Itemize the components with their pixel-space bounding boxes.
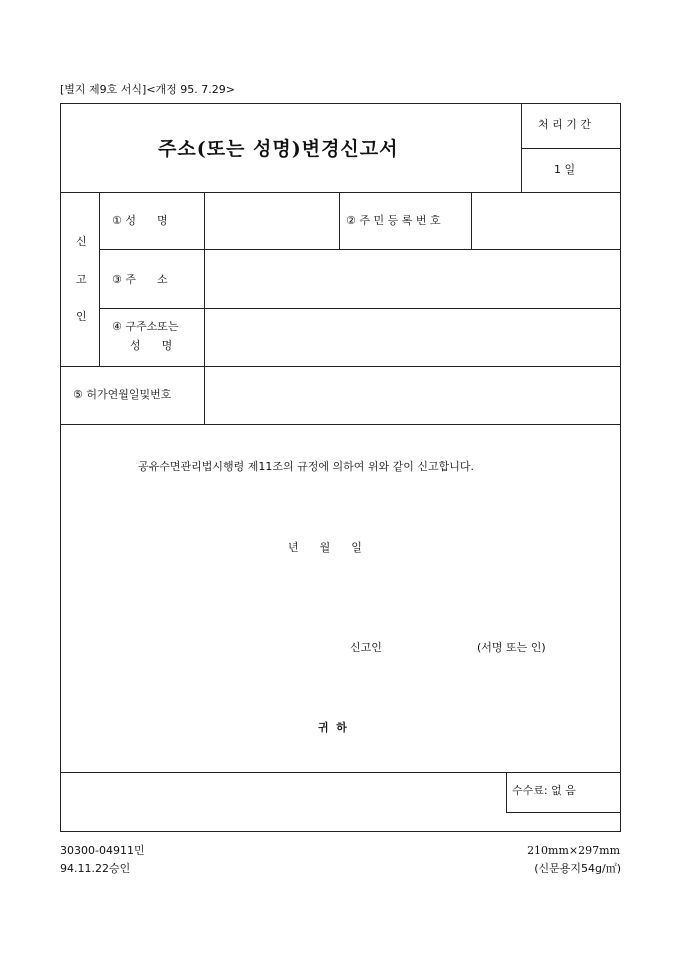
applicant-side-label-3: 인 (76, 310, 87, 323)
resident-number-label: ② 주 민 등 록 번 호 (346, 214, 441, 227)
footer-approval: 94.11.22승인 (60, 862, 131, 875)
name-label: ① 성 명 (112, 214, 168, 227)
form-number-header: [별지 제9호 서식]<개정 95. 7.29> (60, 83, 235, 96)
row-line-6 (61, 772, 620, 773)
footer-paper-type: (신문용지54g/㎡) (534, 862, 621, 875)
signature-label: 신고인 (350, 641, 382, 654)
name-field[interactable] (205, 193, 340, 248)
title-divider (521, 104, 522, 192)
processing-divider (521, 148, 621, 149)
fee-divider (506, 772, 507, 812)
date-line: 년 월 일 (288, 541, 362, 554)
old-address-label-line2: 성 명 (130, 339, 173, 352)
applicant-side-label-1: 신 (76, 235, 87, 248)
processing-period-value: 1 일 (554, 163, 576, 176)
footer-paper-size: 210mm×297mm (527, 844, 620, 857)
addressee-line: 귀 하 (318, 721, 347, 734)
footer-code: 30300-04911민 (60, 844, 145, 857)
processing-period-label: 처 리 기 간 (538, 118, 591, 131)
fee-bottom-line (506, 812, 620, 813)
row-line-5 (61, 424, 620, 425)
old-address-field[interactable] (205, 308, 620, 364)
fee-label: 수수료: 없 음 (512, 784, 576, 797)
applicant-side-label-2: 고 (76, 273, 87, 286)
address-label: ③ 주 소 (112, 273, 168, 286)
signature-note: (서명 또는 인) (477, 641, 546, 654)
resident-number-field[interactable] (472, 193, 620, 248)
declaration-statement: 공유수면관리법시행령 제11조의 규정에 의하여 위와 같이 신고합니다. (138, 460, 474, 473)
permit-field[interactable] (205, 366, 620, 422)
permit-label: ⑤ 허가연월일및번호 (73, 388, 172, 401)
old-address-label-line1: ④ 구주소또는 (112, 320, 179, 333)
address-field[interactable] (205, 250, 620, 306)
side-label-divider (99, 192, 100, 366)
signature-field[interactable] (392, 636, 470, 658)
form-title: 주소(또는 성명)변경신고서 (158, 138, 399, 160)
